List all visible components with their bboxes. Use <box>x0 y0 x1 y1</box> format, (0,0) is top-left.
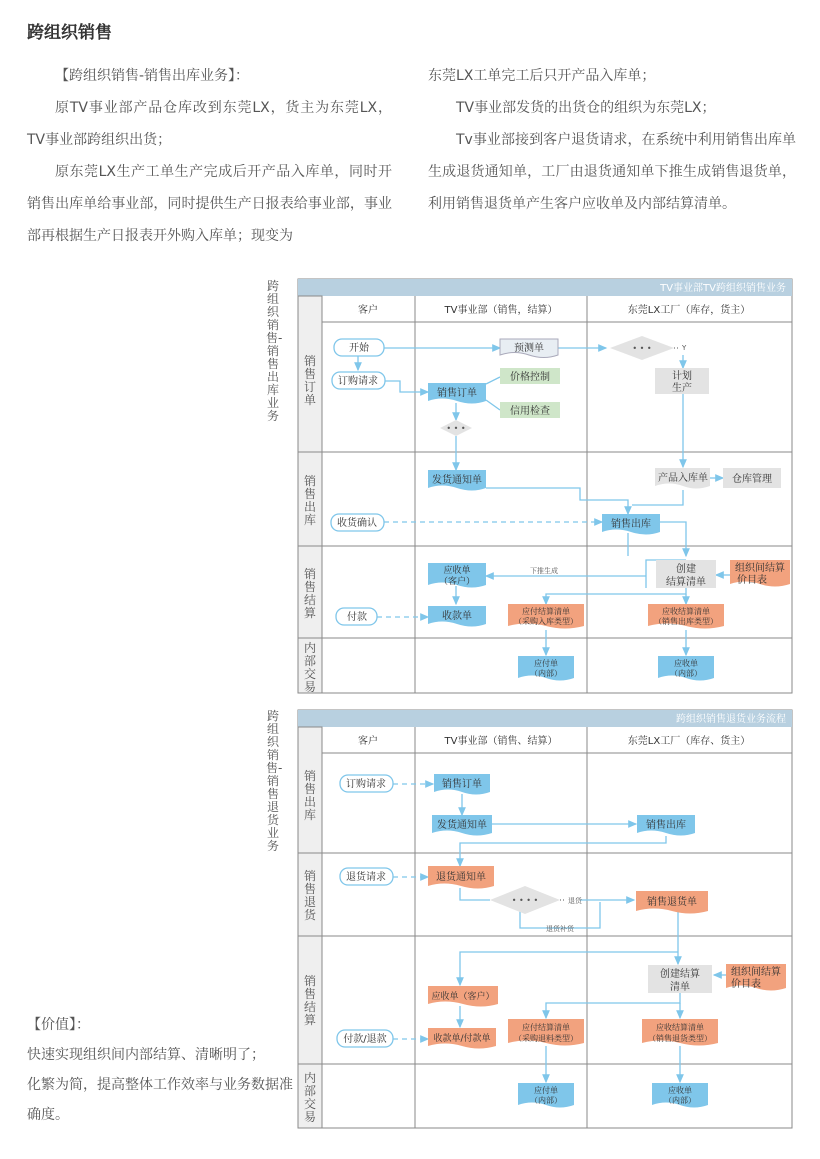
svg-text:发货通知单: 发货通知单 <box>432 475 482 486</box>
svg-text:订购请求: 订购请求 <box>346 779 386 790</box>
row-label: 销售出库 <box>303 474 316 527</box>
svg-text:信用检查: 信用检查 <box>510 406 550 417</box>
svg-text:应收单（客户）: 应收单（客户） <box>431 992 495 1002</box>
svg-text:应收单: 应收单 <box>668 1086 692 1095</box>
svg-text:产品入库单: 产品入库单 <box>658 473 708 484</box>
col-customer: 客户 <box>358 736 378 747</box>
svg-text:收款单: 收款单 <box>442 611 472 622</box>
intro-paragraph: 原东莞LX生产工单生产完成后开产品入库单，同时开销售出库单给事业部，同时提供生产日报表给事业部，事业部再根据生产日报表开外购入库单；现变为 <box>27 164 392 244</box>
return-replenish-label: 退货补货 <box>546 925 574 933</box>
svg-text:仓库管理: 仓库管理 <box>732 474 772 485</box>
intro-heading: 【跨组织销售-销售出库业务】： <box>55 68 250 84</box>
svg-text:（采购入库类型）: （采购入库类型） <box>514 617 578 626</box>
svg-text:收款单/付款单: 收款单/付款单 <box>433 1034 491 1044</box>
svg-text:付款/退款: 付款/退款 <box>343 1034 387 1045</box>
svg-text:结算清单: 结算清单 <box>666 577 706 588</box>
svg-text:销售订单: 销售订单 <box>442 779 482 790</box>
svg-text:应收单: 应收单 <box>443 566 471 576</box>
row-label: 销售订单 <box>303 354 316 407</box>
svg-text:发货通知单: 发货通知单 <box>437 820 487 831</box>
svg-text:收货确认: 收货确认 <box>337 518 377 529</box>
svg-text:应收结算清单: 应收结算清单 <box>662 607 710 616</box>
svg-text:（内部）: （内部） <box>664 1096 696 1105</box>
diagram1-header: TV事业部TV跨组织销售业务 <box>660 283 786 294</box>
svg-text:（内部）: （内部） <box>670 669 702 678</box>
svg-text:付款: 付款 <box>347 612 367 623</box>
svg-text:价目表: 价目表 <box>731 979 761 990</box>
svg-text:应收结算清单: 应收结算清单 <box>656 1023 704 1032</box>
svg-text:开始: 开始 <box>349 343 369 354</box>
svg-text:清单: 清单 <box>670 982 690 993</box>
row-label: 内部交易 <box>303 641 316 694</box>
col-customer: 客户 <box>358 305 378 316</box>
row-label: 销售结算 <box>303 974 316 1027</box>
intro-paragraph: TV事业部发货的出货仓的组织为东莞LX； <box>456 100 716 116</box>
svg-text:创建结算: 创建结算 <box>660 969 700 980</box>
svg-text:创建: 创建 <box>676 564 696 575</box>
svg-text:销售订单: 销售订单 <box>437 388 477 399</box>
col-factory: 东莞LX工厂（库存、货主） <box>627 736 751 747</box>
svg-text:（内部）: （内部） <box>530 669 562 678</box>
svg-text:价格控制: 价格控制 <box>510 372 550 383</box>
svg-text:销售退货单: 销售退货单 <box>647 897 697 908</box>
value-line: 快速实现组织间内部结算、清晰明了； <box>27 1047 265 1063</box>
svg-text:销售出库: 销售出库 <box>611 519 651 530</box>
svg-text:价目表: 价目表 <box>737 575 767 586</box>
svg-text:（采购退料类型）: （采购退料类型） <box>514 1034 578 1043</box>
return-label: 退货 <box>568 897 582 905</box>
svg-text:退货通知单: 退货通知单 <box>436 872 486 883</box>
svg-text:• • • •: • • • • <box>511 896 539 905</box>
row-label: 销售退货 <box>303 869 316 922</box>
svg-text:• • •: • • • <box>446 424 466 433</box>
diagram2-header: 跨组织销售退货业务流程 <box>676 714 786 725</box>
value-section <box>27 1010 297 1130</box>
svg-text:（销售退货类型）: （销售退货类型） <box>648 1034 712 1043</box>
svg-text:（内部）: （内部） <box>530 1096 562 1105</box>
row-label: 销售出库 <box>303 769 316 822</box>
svg-text:应付结算清单: 应付结算清单 <box>522 607 570 616</box>
row-label: 内部交易 <box>303 1071 316 1124</box>
svg-text:（销售出库类型）: （销售出库类型） <box>654 617 718 626</box>
svg-text:应收单: 应收单 <box>674 659 698 668</box>
svg-text:生产: 生产 <box>672 383 692 394</box>
svg-text:应付结算清单: 应付结算清单 <box>522 1023 570 1032</box>
svg-text:• • •: • • • <box>632 344 652 353</box>
svg-text:Y: Y <box>682 344 687 352</box>
page-title: 跨组织销售 <box>27 23 112 43</box>
svg-text:应付单: 应付单 <box>534 1086 558 1095</box>
diagram2-side-label: 跨组织销售-销售退货业务 <box>266 709 283 853</box>
svg-text:预测单: 预测单 <box>514 343 544 354</box>
svg-text:（客户）: （客户） <box>438 577 476 587</box>
intro-paragraph: 原TV事业部产品仓库改到东莞LX，货主为东莞LX，TV事业部跨组织出货； <box>27 100 392 148</box>
svg-text:订购请求: 订购请求 <box>338 376 378 387</box>
value-heading: 【价值】： <box>27 1017 90 1033</box>
value-line: 化繁为简，提高整体工作效率与业务数据准确度。 <box>27 1077 293 1123</box>
svg-text:组织间结算: 组织间结算 <box>731 967 781 978</box>
intro-paragraph: Tv事业部接到客户退货请求，在系统中利用销售出库单生成退货通知单，工厂由退货通知单下推生成销售退货单，利用销售退货单产生客户应收单及内部结算清单。 <box>428 132 796 212</box>
svg-text:退货请求: 退货请求 <box>346 872 386 883</box>
svg-text:应付单: 应付单 <box>534 659 558 668</box>
diagram1-side-label: 跨组织销售-销售出库业务 <box>266 279 283 423</box>
svg-text:计划: 计划 <box>672 371 692 382</box>
row-label: 销售结算 <box>303 567 316 620</box>
svg-text:销售出库: 销售出库 <box>646 820 686 831</box>
svg-text:组织间结算: 组织间结算 <box>735 563 785 574</box>
col-tv-dept: TV事业部（销售，结算） <box>444 305 558 316</box>
push-generate-label: 下推生成 <box>530 567 558 575</box>
col-tv-dept: TV事业部（销售、结算） <box>444 736 558 747</box>
col-factory: 东莞LX工厂（库存，货主） <box>627 305 751 316</box>
intro-paragraph: 东莞LX工单完工后只开产品入库单； <box>428 68 656 84</box>
